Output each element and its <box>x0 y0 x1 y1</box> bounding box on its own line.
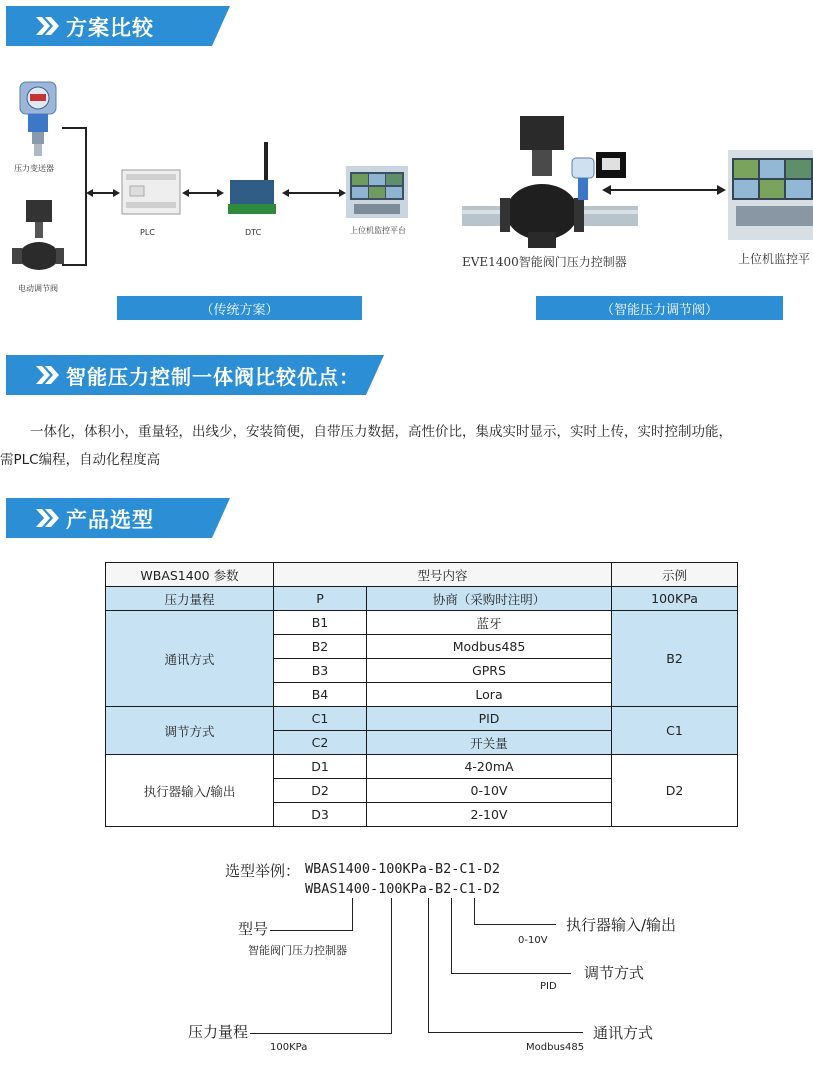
smart-valve-image <box>462 112 638 252</box>
chevron-right-icon <box>36 17 60 35</box>
act-value: 0-10V <box>518 935 548 946</box>
leader-line <box>428 1032 583 1033</box>
caption-traditional <box>117 296 362 320</box>
table-cell: C2 <box>274 731 367 755</box>
electric-valve-image <box>10 196 64 282</box>
reg-value: PID <box>540 981 557 992</box>
leader-line <box>451 973 571 974</box>
platform-label-right: 上位机监控平 <box>738 252 811 266</box>
table-cell: Modbus485 <box>367 635 612 659</box>
reg-label: 调节方式 <box>584 964 645 982</box>
table-cell: 4-20mA <box>367 755 612 779</box>
table-cell: D2 <box>274 779 367 803</box>
platform-label: 上位机监控平台 <box>350 226 406 235</box>
table-cell: D2 <box>612 755 738 827</box>
table-cell: B3 <box>274 659 367 683</box>
table-row <box>106 707 738 731</box>
table-cell: 0-10V <box>367 779 612 803</box>
dtc-label: DTC <box>245 228 262 237</box>
selection-table <box>105 562 738 827</box>
act-label: 执行器输入/输出 <box>566 916 677 934</box>
dtc-image <box>224 140 280 218</box>
monitor-wall-image <box>346 166 408 218</box>
double-arrow-icon <box>282 188 346 198</box>
double-arrow-icon <box>182 188 224 198</box>
advantages-line-2: 需PLC编程，自动化程度高 <box>0 452 161 468</box>
connector-line <box>62 264 86 266</box>
section-banner-advantages <box>6 355 384 395</box>
table-cell: D1 <box>274 755 367 779</box>
advantages-line-1: 一体化，体积小，重量轻，出线少，安装简便，自带压力数据，高性价比，集成实时显示，实时上传，实时控制功能， <box>30 424 732 440</box>
table-header-row <box>106 563 738 587</box>
table-row <box>106 587 738 611</box>
table-cell: 蓝牙 <box>367 611 612 635</box>
section-banner-selection <box>6 498 230 538</box>
caption-smart <box>536 296 783 320</box>
table-cell: 协商（采购时注明） <box>367 587 612 611</box>
table-cell: B1 <box>274 611 367 635</box>
table-cell: C1 <box>274 707 367 731</box>
example-code: WBAS1400-100KPa-B2-C1-D2 <box>305 861 501 877</box>
leader-line <box>474 924 556 925</box>
double-arrow-icon <box>86 188 120 198</box>
table-cell: GPRS <box>367 659 612 683</box>
table-cell: D3 <box>274 803 367 827</box>
range-value: 100KPa <box>270 1042 308 1053</box>
leader-line <box>270 930 352 931</box>
section-title: 智能压力控制一体阀比较优点： <box>66 365 360 389</box>
electric-valve-label: 电动调节阀 <box>18 284 58 293</box>
example-code-breakdown: WBAS1400-100KPa-B2-C1-D2 <box>305 881 501 897</box>
range-label: 压力量程 <box>188 1023 249 1041</box>
model-label: 型号 <box>238 920 269 938</box>
table-cell: 通讯方式 <box>106 611 274 707</box>
table-cell: 压力量程 <box>106 587 274 611</box>
double-arrow-icon <box>602 184 726 196</box>
plc-image <box>120 166 182 218</box>
connector-line <box>62 127 86 129</box>
table-cell: P <box>274 587 367 611</box>
table-header-cell: 示例 <box>612 563 738 587</box>
chevron-right-icon <box>36 366 60 384</box>
table-cell: B2 <box>612 611 738 707</box>
caption-text: （传统方案） <box>200 303 279 318</box>
caption-text: （智能压力调节阀） <box>600 303 718 318</box>
leader-line <box>451 898 452 974</box>
table-cell: 2-10V <box>367 803 612 827</box>
table-cell: PID <box>367 707 612 731</box>
table-cell: 调节方式 <box>106 707 274 755</box>
table-row <box>106 611 738 635</box>
leader-line <box>428 898 429 1033</box>
comm-label: 通讯方式 <box>593 1024 654 1042</box>
leader-line <box>250 1033 392 1034</box>
plc-label: PLC <box>140 228 155 237</box>
table-cell: B2 <box>274 635 367 659</box>
table-cell: Lora <box>367 683 612 707</box>
table-cell: 开关量 <box>367 731 612 755</box>
comm-value: Modbus485 <box>526 1042 585 1053</box>
example-title: 选型举例： <box>225 862 301 880</box>
table-cell: B4 <box>274 683 367 707</box>
leader-line <box>391 898 392 1034</box>
table-header-cell: WBAS1400 参数 <box>106 563 274 587</box>
leader-line <box>474 898 475 925</box>
controller-label: EVE1400智能阀门压力控制器 <box>462 255 627 269</box>
pressure-transmitter-image <box>14 78 62 160</box>
table-cell: C1 <box>612 707 738 755</box>
monitor-wall-image <box>728 150 813 240</box>
model-desc: 智能阀门压力控制器 <box>248 944 347 957</box>
table-cell: 100KPa <box>612 587 738 611</box>
chevron-right-icon <box>36 509 60 527</box>
section-title: 方案比较 <box>66 16 154 40</box>
table-cell: 执行器输入/输出 <box>106 755 274 827</box>
leader-line <box>352 898 353 931</box>
table-header-cell: 型号内容 <box>274 563 612 587</box>
table-row <box>106 755 738 779</box>
section-title: 产品选型 <box>66 508 154 532</box>
pressure-transmitter-label: 压力变送器 <box>14 164 54 173</box>
section-banner-compare <box>6 6 230 46</box>
